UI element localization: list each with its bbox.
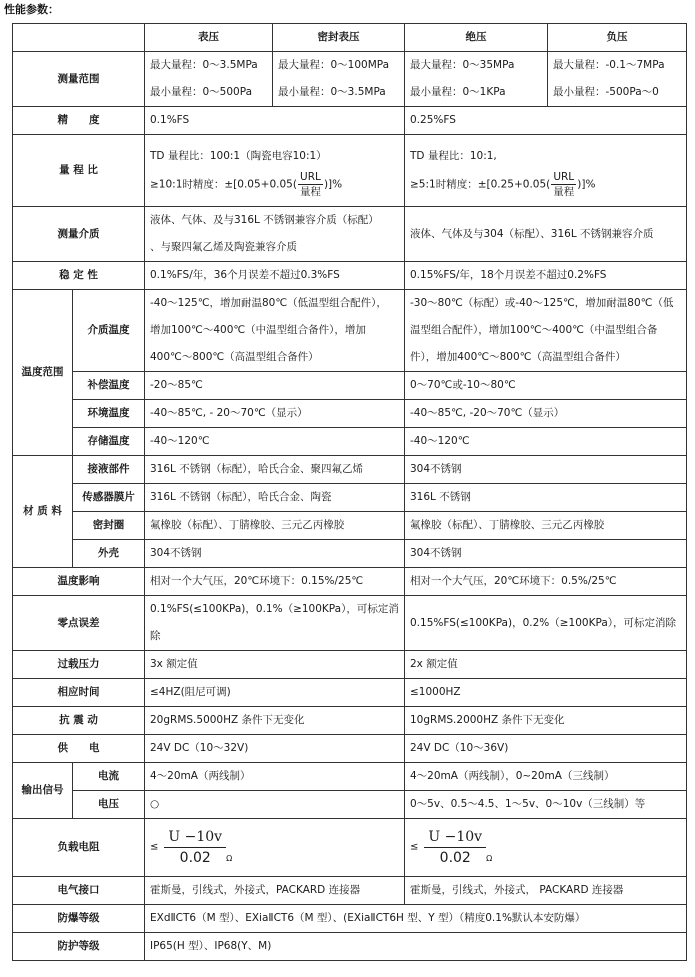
temp-comp-left: -20～85℃ [145, 372, 405, 400]
label-response: 相应时间 [13, 679, 145, 707]
zero-error-right: 0.15%FS(≤100KPa)，0.2%（≥100KPa），可标定消除 [405, 596, 687, 651]
label-turndown: 量 程 比 [13, 135, 145, 207]
temp-medium-left-line2: 增加100℃～400℃（中温型组合备件），增加 [150, 324, 366, 336]
label-protection: 防护等级 [13, 933, 145, 961]
label-range: 测量范围 [13, 52, 145, 107]
temp-comp-right: 0～70℃或-10～80℃ [405, 372, 687, 400]
turndown-right-formula [410, 170, 681, 199]
temp-medium-right-line3: 件），增加400℃～800℃（高温型组合备件） [410, 351, 626, 363]
range-sealed-max: 最大量程：0～100MPa [278, 59, 390, 71]
medium-left-line2: 、与聚四氟乙烯及陶瓷兼容介质 [150, 241, 297, 253]
label-supply: 供 电 [13, 735, 145, 763]
range-negative-max: 最大量程：-0.1～7MPa [553, 59, 665, 71]
turndown-right-prefix: ≥5:1时精度：±[0.25+0.05( [410, 178, 551, 190]
range-negative-min: 最小量程：-500Pa～0 [553, 86, 659, 98]
range-gauge-min: 最小量程：0～500Pa [150, 86, 253, 98]
label-temperature: 温度范围 [13, 290, 73, 456]
row-temp-effect [13, 568, 687, 596]
row-load [13, 819, 687, 877]
row-protection [13, 933, 687, 961]
load-denominator: 0.02 [439, 850, 471, 866]
label-mat-seal: 密封圈 [73, 512, 145, 540]
row-mat-housing [13, 540, 687, 568]
turndown-left [145, 135, 405, 207]
mat-wetted-right: 304不锈钢 [405, 456, 687, 484]
supply-left: 24V DC（10～32V) [145, 735, 405, 763]
row-mat-wetted [13, 456, 687, 484]
range-gauge [145, 52, 273, 107]
range-sealed-min: 最小量程：0～3.5MPa [278, 86, 386, 98]
row-temp-medium [13, 290, 687, 372]
fraction-numerator: URL [298, 170, 323, 185]
row-temp-store [13, 428, 687, 456]
mat-seal-left: 氟橡胶（标配）、丁腈橡胶、三元乙丙橡胶 [145, 512, 405, 540]
connection-right: 霍斯曼，引线式，外接式， PACKARD 连接器 [405, 877, 687, 905]
header-row [13, 24, 687, 52]
label-temp-comp: 补偿温度 [73, 372, 145, 400]
label-connection: 电气接口 [13, 877, 145, 905]
label-temp-effect: 温度影响 [13, 568, 145, 596]
temp-store-right: -40～120℃ [405, 428, 687, 456]
row-stability [13, 262, 687, 290]
range-negative [548, 52, 687, 107]
row-range [13, 52, 687, 107]
fraction-denominator: 量程 [299, 185, 321, 198]
load-denominator: 0.02 [179, 850, 211, 866]
overload-right: 2x 额定值 [405, 651, 687, 679]
range-sealed [273, 52, 405, 107]
row-output-current [13, 763, 687, 791]
output-voltage-right: 0～5v、0.5～4.5、1～5v、0～10v（三线制）等 [405, 791, 687, 819]
col-header-negative: 负压 [548, 24, 687, 52]
ohm-symbol: Ω [486, 854, 493, 863]
mat-housing-right: 304不锈钢 [405, 540, 687, 568]
temp-medium-right [405, 290, 687, 372]
mat-wetted-left: 316L 不锈钢（标配），哈氏合金、聚四氟乙烯 [145, 456, 405, 484]
explosion-value: EXdⅡCT6（M 型）、EXiaⅡCT6（M 型）、(EXiaⅡCT6H 型、Y 型）（精度0.1%默认本安防爆） [145, 905, 687, 933]
load-right-le: ≤ [410, 841, 419, 853]
temp-medium-right-line2: 温型组合配件），增加100℃～400℃（中温型组合备 [410, 324, 658, 336]
response-right: ≤1000HZ [405, 679, 687, 707]
row-explosion [13, 905, 687, 933]
zero-error-left-line1: 0.1%FS(≤100KPa)，0.1%（≥100KPa），可标定消 [150, 603, 399, 615]
row-turndown [13, 135, 687, 207]
stability-right: 0.15%FS/年，18个月误差不超过0.2%FS [405, 262, 687, 290]
label-overload: 过载压力 [13, 651, 145, 679]
label-output-current: 电流 [73, 763, 145, 791]
label-explosion: 防爆等级 [13, 905, 145, 933]
medium-left-line1: 液体、气体、及与316L 不锈钢兼容介质（标配） [150, 214, 379, 226]
range-absolute-max: 最大量程：0～35MPa [410, 59, 515, 71]
mat-seal-right: 氟橡胶（标配）、丁腈橡胶、三元乙丙橡胶 [405, 512, 687, 540]
connection-left: 霍斯曼，引线式，外接式，PACKARD 连接器 [145, 877, 405, 905]
label-accuracy: 精 度 [13, 107, 145, 135]
protection-value: IP65(H 型）、IP68(Y、M) [145, 933, 687, 961]
col-header-sealed: 密封表压 [273, 24, 405, 52]
turndown-left-fraction [298, 170, 323, 199]
range-gauge-max: 最大量程：0～3.5MPa [150, 59, 258, 71]
turndown-right-suffix: )]% [577, 178, 596, 190]
output-current-left: 4～20mA（两线制） [145, 763, 405, 791]
load-right [405, 819, 687, 877]
label-load: 负载电阻 [13, 819, 145, 877]
label-mat-housing: 外壳 [73, 540, 145, 568]
label-medium: 测量介质 [13, 207, 145, 262]
range-absolute [405, 52, 548, 107]
overload-left: 3x 额定值 [145, 651, 405, 679]
vibration-left: 20gRMS.5000HZ 条件下无变化 [145, 707, 405, 735]
supply-right: 24V DC（10～36V) [405, 735, 687, 763]
load-numerator: U −10v [424, 827, 486, 848]
stability-left: 0.1%FS/年，36个月误差不超过0.3%FS [145, 262, 405, 290]
turndown-right [405, 135, 687, 207]
row-mat-diaphragm [13, 484, 687, 512]
fraction-denominator: 量程 [553, 185, 575, 198]
medium-left [145, 207, 405, 262]
row-mat-seal [13, 512, 687, 540]
row-medium [13, 207, 687, 262]
temp-store-left: -40～120℃ [145, 428, 405, 456]
ohm-symbol: Ω [226, 854, 233, 863]
mat-housing-left: 304不锈钢 [145, 540, 405, 568]
mat-diaphragm-right: 316L 不锈钢 [405, 484, 687, 512]
label-temp-store: 存储温度 [73, 428, 145, 456]
load-left [145, 819, 405, 877]
label-temp-medium: 介质温度 [73, 290, 145, 372]
temp-medium-right-line1: -30～80℃（标配）或-40～125℃，增加耐温80℃（低 [410, 297, 674, 309]
row-overload [13, 651, 687, 679]
turndown-right-ratio: TD 量程比：10:1, [410, 149, 497, 162]
temp-effect-left: 相对一个大气压，20℃环境下：0.15%/25℃ [145, 568, 405, 596]
turndown-left-ratio: TD 量程比：100:1（陶瓷电容10:1） [150, 149, 327, 162]
row-temp-env [13, 400, 687, 428]
col-header-absolute: 绝压 [405, 24, 548, 52]
range-absolute-min: 最小量程：0～1KPa [410, 86, 506, 98]
zero-error-left [145, 596, 405, 651]
label-zero-error: 零点误差 [13, 596, 145, 651]
vibration-right: 10gRMS.2000HZ 条件下无变化 [405, 707, 687, 735]
turndown-left-suffix: )]% [323, 178, 343, 190]
row-response [13, 679, 687, 707]
fraction-numerator: URL [551, 170, 576, 185]
col-header-gauge: 表压 [145, 24, 273, 52]
row-zero-error [13, 596, 687, 651]
spec-table [12, 23, 687, 961]
response-left: ≤4HZ(阻尼可调) [145, 679, 405, 707]
row-connection [13, 877, 687, 905]
temp-medium-left [145, 290, 405, 372]
temp-medium-left-line3: 400℃～800℃（高温型组合备件） [150, 351, 319, 363]
load-numerator: U −10v [164, 827, 226, 848]
temp-effect-right: 相对一个大气压，20℃环境下：0.5%/25℃ [405, 568, 687, 596]
row-output-voltage [13, 791, 687, 819]
label-output-voltage: 电压 [73, 791, 145, 819]
label-material: 材 质 料 [13, 456, 73, 568]
output-current-right: 4～20mA（两线制），0~20mA（三线制） [405, 763, 687, 791]
label-stability: 稳 定 性 [13, 262, 145, 290]
turndown-left-formula [150, 170, 399, 199]
page-heading: 性能参数： [4, 3, 59, 16]
turndown-left-prefix: ≥10:1时精度：±[0.05+0.05( [150, 178, 297, 190]
label-mat-wetted: 接液部件 [73, 456, 145, 484]
label-vibration: 抗 震 动 [13, 707, 145, 735]
row-vibration [13, 707, 687, 735]
header-blank-cell [13, 24, 145, 52]
row-temp-comp [13, 372, 687, 400]
label-output: 输出信号 [13, 763, 73, 819]
accuracy-left: 0.1%FS [145, 107, 405, 135]
medium-right: 液体、气体及与304（标配）、316L 不锈钢兼容介质 [405, 207, 687, 262]
load-right-fraction [424, 827, 486, 868]
temp-env-left: -40～85℃, - 20～70℃（显示） [145, 400, 405, 428]
row-supply [13, 735, 687, 763]
zero-error-left-line2: 除 [150, 630, 161, 642]
accuracy-right: 0.25%FS [405, 107, 687, 135]
mat-diaphragm-left: 316L 不锈钢（标配），哈氏合金、陶瓷 [145, 484, 405, 512]
temp-env-right: -40～85℃, -20～70℃（显示） [405, 400, 687, 428]
label-temp-env: 环境温度 [73, 400, 145, 428]
load-left-le: ≤ [150, 841, 159, 853]
label-mat-diaphragm: 传感器膜片 [73, 484, 145, 512]
load-left-fraction [164, 827, 226, 868]
temp-medium-left-line1: -40～125℃，增加耐温80℃（低温型组合配件）， [150, 297, 387, 309]
output-voltage-left: ○ [145, 791, 405, 819]
row-accuracy [13, 107, 687, 135]
turndown-right-fraction [551, 170, 576, 199]
